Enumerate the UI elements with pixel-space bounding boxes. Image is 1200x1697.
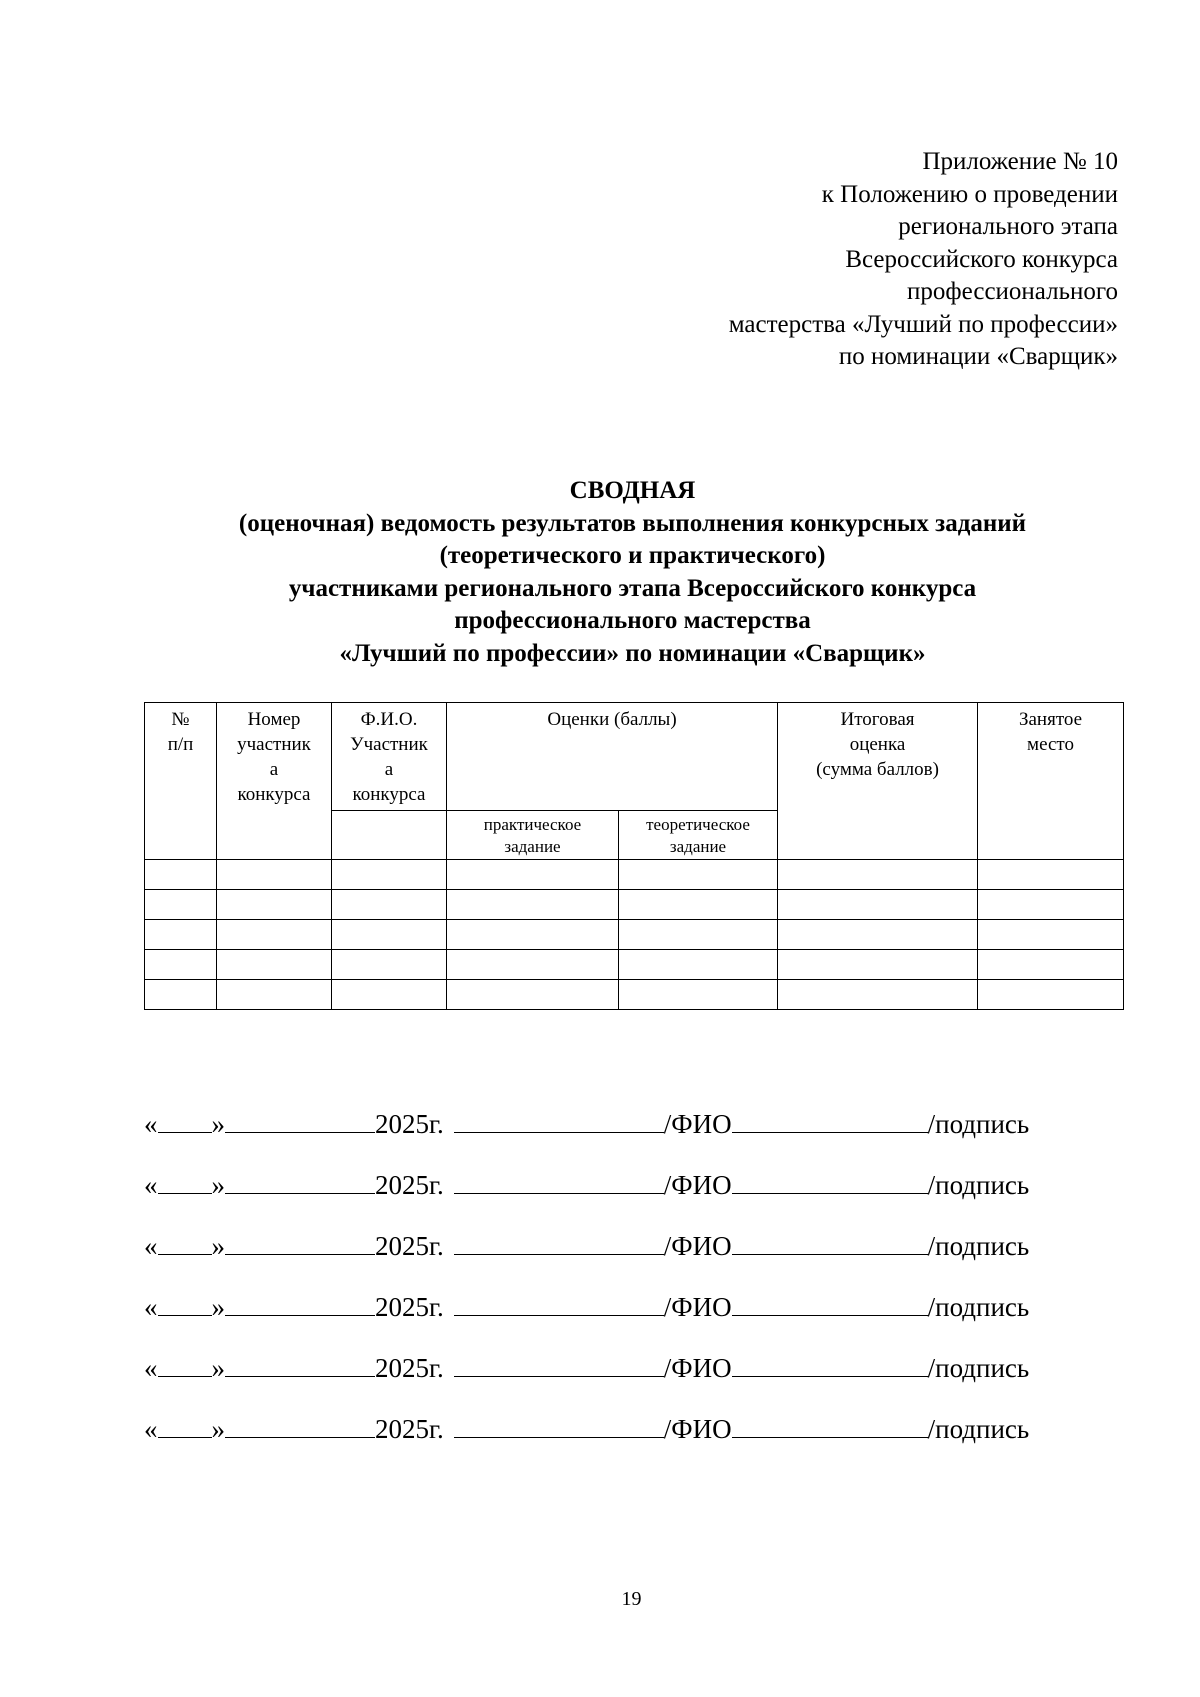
table-cell — [447, 980, 619, 1010]
header-fio-sub — [332, 811, 447, 860]
table-cell — [978, 890, 1124, 920]
name-blank — [454, 1165, 664, 1194]
sign-blank — [732, 1287, 928, 1316]
table-cell — [217, 980, 332, 1010]
table-cell — [978, 920, 1124, 950]
fio-label: /ФИО — [663, 1109, 732, 1139]
header-fio: Ф.И.О. Участник а конкурса — [332, 703, 447, 811]
close-quote: » — [211, 1170, 225, 1200]
table-cell — [145, 920, 217, 950]
appendix-line: мастерства «Лучший по профессии» — [728, 310, 1118, 338]
table-cell — [332, 890, 447, 920]
signature-line — [144, 1104, 1124, 1165]
table-cell — [332, 860, 447, 890]
table-cell — [619, 860, 778, 890]
header-num: № п/п — [145, 703, 217, 860]
open-quote: « — [144, 1109, 158, 1139]
appendix-line: к Положению о проведении — [821, 180, 1118, 208]
appendix-line: профессионального — [907, 278, 1118, 305]
table-cell — [978, 950, 1124, 980]
appendix-line: Всероссийского конкурса — [845, 245, 1118, 273]
title-line: СВОДНАЯ — [569, 477, 696, 504]
appendix-line: по номинации «Сварщик» — [838, 343, 1118, 370]
day-blank — [158, 1165, 212, 1194]
year-label: 2025г. — [375, 1109, 444, 1139]
fio-label: /ФИО — [663, 1414, 732, 1444]
table-cell — [217, 950, 332, 980]
table-cell — [145, 860, 217, 890]
table-cell — [145, 980, 217, 1010]
name-blank — [454, 1287, 664, 1316]
table-cell — [619, 920, 778, 950]
header-theoretical: теоретическое задание — [619, 811, 778, 860]
page-number: 19 — [621, 1588, 642, 1610]
table-cell — [778, 950, 978, 980]
day-blank — [158, 1287, 212, 1316]
sign-blank — [732, 1348, 928, 1377]
header-place: Занятое место — [978, 703, 1124, 860]
sign-label: /подпись — [927, 1414, 1030, 1444]
day-blank — [158, 1409, 212, 1438]
open-quote: « — [144, 1231, 158, 1261]
sign-label: /подпись — [927, 1292, 1030, 1322]
signature-line — [144, 1409, 1124, 1470]
table-cell — [978, 980, 1124, 1010]
signature-line — [144, 1226, 1124, 1287]
title-line: (оценочная) ведомость результатов выполнения конкурсных заданий — [238, 509, 1027, 537]
signature-line — [144, 1165, 1124, 1226]
year-label: 2025г. — [375, 1170, 444, 1200]
appendix-line: регионального этапа — [898, 213, 1118, 240]
sign-label: /подпись — [927, 1231, 1030, 1261]
table-row — [145, 860, 1124, 890]
table-cell — [778, 860, 978, 890]
title-line: «Лучший по профессии» по номинации «Сварщик» — [339, 639, 926, 667]
header-participant-number: Номер участник а конкурса — [217, 703, 332, 860]
close-quote: » — [211, 1292, 225, 1322]
name-blank — [454, 1226, 664, 1255]
close-quote: » — [211, 1414, 225, 1444]
signature-line — [144, 1348, 1124, 1409]
table-cell — [447, 890, 619, 920]
table-cell — [447, 950, 619, 980]
name-blank — [454, 1348, 664, 1377]
day-blank — [158, 1226, 212, 1255]
year-label: 2025г. — [375, 1414, 444, 1444]
table-cell — [619, 980, 778, 1010]
results-table — [144, 702, 1124, 1010]
header-practical: практическое задание — [447, 811, 619, 860]
sign-label: /подпись — [927, 1109, 1030, 1139]
sign-blank — [732, 1104, 928, 1133]
sign-blank — [732, 1165, 928, 1194]
table-cell — [217, 890, 332, 920]
header-scores: Оценки (баллы) — [447, 703, 778, 811]
title-line: (теоретического и практического) — [439, 542, 826, 569]
title-line: профессионального мастерства — [454, 607, 811, 634]
fio-label: /ФИО — [663, 1170, 732, 1200]
open-quote: « — [144, 1170, 158, 1200]
close-quote: » — [211, 1231, 225, 1261]
month-blank — [225, 1409, 375, 1438]
table-cell — [619, 890, 778, 920]
table-cell — [145, 950, 217, 980]
month-blank — [225, 1287, 375, 1316]
sign-blank — [732, 1409, 928, 1438]
fio-label: /ФИО — [663, 1231, 732, 1261]
table-cell — [332, 980, 447, 1010]
open-quote: « — [144, 1292, 158, 1322]
table-cell — [778, 920, 978, 950]
month-blank — [225, 1348, 375, 1377]
document-title — [144, 475, 1121, 670]
close-quote: » — [211, 1353, 225, 1383]
sign-label: /подпись — [927, 1170, 1030, 1200]
name-blank — [454, 1104, 664, 1133]
table-cell — [447, 920, 619, 950]
year-label: 2025г. — [375, 1353, 444, 1383]
table-row — [145, 890, 1124, 920]
table-cell — [619, 950, 778, 980]
table-cell — [217, 860, 332, 890]
table-row — [145, 980, 1124, 1010]
table-cell — [978, 860, 1124, 890]
fio-label: /ФИО — [663, 1353, 732, 1383]
day-blank — [158, 1348, 212, 1377]
day-blank — [158, 1104, 212, 1133]
title-line: участниками регионального этапа Всероссийского конкурса — [288, 574, 977, 602]
year-label: 2025г. — [375, 1292, 444, 1322]
table-row — [145, 950, 1124, 980]
table-cell — [447, 860, 619, 890]
open-quote: « — [144, 1353, 158, 1383]
table-cell — [332, 950, 447, 980]
appendix-header — [729, 146, 1118, 374]
table-row — [145, 920, 1124, 950]
table-cell — [332, 920, 447, 950]
sign-blank — [732, 1226, 928, 1255]
year-label: 2025г. — [375, 1231, 444, 1261]
sign-label: /подпись — [927, 1353, 1030, 1383]
signature-line — [144, 1287, 1124, 1348]
table-cell — [145, 890, 217, 920]
close-quote: » — [211, 1109, 225, 1139]
open-quote: « — [144, 1414, 158, 1444]
table-cell — [778, 980, 978, 1010]
name-blank — [454, 1409, 664, 1438]
table-body — [145, 860, 1124, 1010]
appendix-line: Приложение № 10 — [922, 148, 1118, 175]
fio-label: /ФИО — [663, 1292, 732, 1322]
table-cell — [778, 890, 978, 920]
table-cell — [217, 920, 332, 950]
month-blank — [225, 1165, 375, 1194]
month-blank — [225, 1226, 375, 1255]
month-blank — [225, 1104, 375, 1133]
signature-block — [144, 1104, 1124, 1470]
header-total: Итоговая оценка (сумма баллов) — [778, 703, 978, 860]
